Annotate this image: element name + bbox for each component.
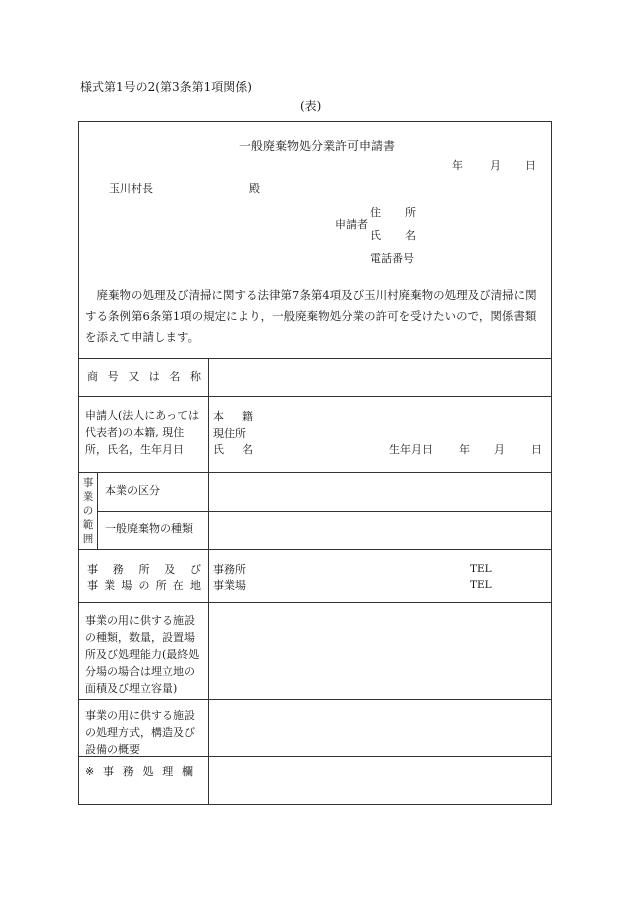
applicant-name-label: 氏 名	[370, 229, 416, 242]
date-month: 月	[490, 159, 501, 172]
applicant-address-label: 住 所	[370, 206, 416, 219]
column-divider	[208, 358, 209, 804]
applicant-label: 申請者	[335, 218, 368, 231]
date-year: 年	[452, 159, 463, 172]
site-address-label: 事業場	[213, 579, 246, 592]
site-tel-label: TEL	[470, 579, 492, 591]
birth-month: 月	[494, 443, 505, 456]
rep-name-label: 氏 名	[213, 443, 253, 456]
application-form	[78, 121, 552, 805]
office-tel-label: TEL	[470, 563, 492, 575]
date-day: 日	[525, 159, 536, 172]
rule	[79, 549, 551, 550]
applicant-phone-label: 電話番号	[370, 252, 414, 265]
trade-name-label: 商 号 又 は 名 称	[87, 370, 201, 383]
main-business-label: 本業の区分	[105, 484, 160, 497]
addressee-honorific: 殿	[249, 182, 260, 195]
form-title: 一般廃棄物処分業許可申請書	[239, 139, 396, 153]
rule	[79, 472, 551, 473]
birth-day: 日	[531, 443, 542, 456]
side-label: (表)	[300, 99, 322, 113]
birth-date-label: 生年月日	[389, 443, 433, 456]
addressee-name: 玉川村長	[109, 182, 153, 195]
office-label-line2: 事 業 場 の 所 在 地	[87, 579, 201, 592]
honseki-label: 本 籍	[213, 410, 253, 423]
form-number: 様式第1号の2(第3条第1項関係)	[80, 80, 252, 94]
rule	[79, 602, 551, 603]
rule	[79, 699, 551, 700]
office-address-label: 事務所	[213, 563, 246, 576]
application-body-text: 廃棄物の処理及び清掃に関する法律第7条第4項及び玉川村廃棄物の処理及び清掃に関する条例第6条第1項の規定により，一般廃棄物処分業の許可を受けたいので，関係書類を添えて申請します。	[85, 288, 537, 344]
waste-type-label: 一般廃棄物の種類	[105, 522, 193, 535]
scope-divider	[97, 472, 98, 549]
business-scope-label: 事 業 の 範 囲	[82, 477, 94, 545]
rule	[79, 396, 551, 397]
office-label-line1: 事 務 所 及 び	[87, 563, 201, 576]
current-address-label: 現住所	[213, 427, 246, 440]
birth-year: 年	[459, 443, 470, 456]
office-use-label: ※ 事 務 処 理 欄	[85, 765, 193, 778]
facility-label: 事業の用に供する施設の種類，数量，設置場所及び処理能力(最終処分場の場合は埋立地の面積及び埋立容量)	[85, 614, 200, 695]
facility-method-label: 事業の用に供する施設の処理方式，構造及び設備の概要	[85, 709, 195, 756]
rule	[97, 511, 551, 512]
representative-label: 申請人(法人にあっては代表者)の本籍, 現住所，氏名，生年月日	[85, 409, 200, 456]
rule	[79, 358, 551, 359]
